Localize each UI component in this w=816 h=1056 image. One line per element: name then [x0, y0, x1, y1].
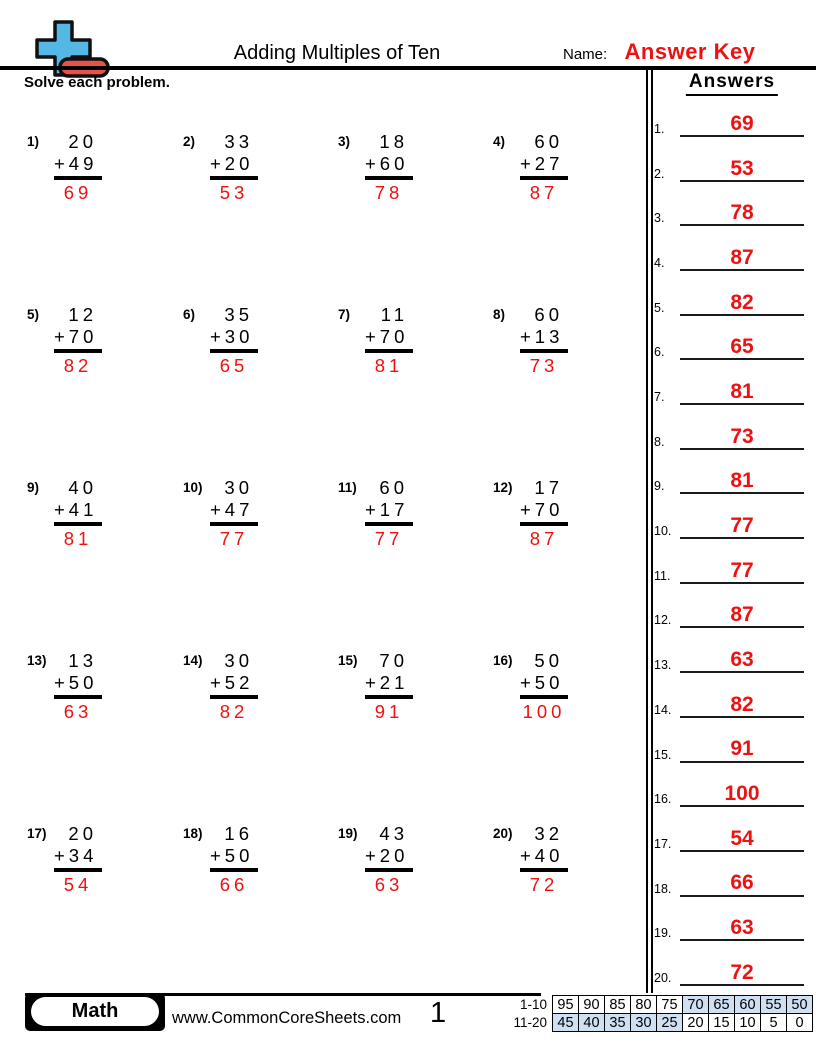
problem-sum-rule [520, 522, 568, 526]
answer-number-label: 8. [654, 434, 665, 449]
answer-blank-line [680, 648, 804, 673]
problem-number-label: 12) [493, 480, 513, 495]
answer-value: 69 [730, 111, 754, 135]
problem-body [54, 477, 102, 549]
answer-number-label: 11. [654, 568, 671, 583]
score-cell: 15 [709, 1014, 735, 1032]
problem-answer: 54 [63, 873, 93, 895]
answer-item [654, 773, 804, 807]
problem-number-label: 9) [27, 480, 40, 495]
problem [27, 304, 147, 376]
problem-sum-rule [365, 522, 413, 526]
problem-body [520, 131, 568, 203]
answer-item [654, 148, 804, 182]
problem [338, 823, 458, 895]
answer-blank-line [680, 693, 804, 718]
answer-number-label: 15. [654, 747, 672, 762]
problem-top-operand: 30 [224, 650, 253, 671]
answer-number-label: 7. [654, 390, 665, 405]
problem-bottom-operand: +60 [365, 153, 409, 174]
answers-heading: Answers [686, 71, 778, 96]
answer-blank-line [680, 737, 804, 762]
answer-number-label: 14. [654, 702, 672, 717]
answer-item [654, 192, 804, 226]
score-cell: 35 [605, 1014, 631, 1032]
answer-blank-line [680, 201, 804, 226]
problem-bottom-operand: +34 [54, 845, 98, 866]
problem-top-operand: 60 [534, 131, 563, 152]
problem-sum-rule [210, 695, 258, 699]
problem-sum-rule [365, 349, 413, 353]
problem-top-operand: 20 [68, 823, 97, 844]
answer-blank-line [680, 782, 804, 807]
problem-top-operand: 33 [224, 131, 253, 152]
problem-top-operand: 11 [380, 304, 408, 325]
problem-answer: 100 [522, 700, 566, 722]
problem-body [210, 304, 258, 376]
answer-item [654, 460, 804, 494]
answer-value: 77 [730, 514, 754, 538]
problem-answer: 82 [63, 354, 93, 376]
answer-number-label: 20. [654, 970, 672, 985]
answer-number-label: 16. [654, 792, 672, 807]
problem-top-operand: 18 [379, 131, 408, 152]
answer-number-label: 9. [654, 479, 665, 494]
problem [338, 131, 458, 203]
problem-body [54, 823, 102, 895]
problem [183, 823, 303, 895]
answer-number-label: 3. [654, 211, 665, 226]
answer-number-label: 6. [654, 345, 665, 360]
problem-top-operand: 60 [534, 304, 563, 325]
instruction-text: Solve each problem. [24, 74, 170, 91]
problem-number-label: 17) [27, 826, 47, 841]
problem-answer: 63 [374, 873, 404, 895]
answer-value: 87 [730, 603, 754, 627]
answer-value: 82 [730, 692, 754, 716]
problem-bottom-operand: +13 [520, 326, 564, 347]
score-cell: 70 [683, 996, 709, 1014]
answer-blank-line [680, 469, 804, 494]
answer-blank-line [680, 246, 804, 271]
problem-bottom-operand: +50 [54, 672, 98, 693]
answer-number-label: 18. [654, 881, 672, 896]
problem-sum-rule [520, 176, 568, 180]
score-row [504, 996, 813, 1014]
problem-number-label: 8) [493, 307, 506, 322]
problem-bottom-operand: +17 [365, 499, 409, 520]
problem-body [210, 650, 258, 722]
score-row [504, 1014, 813, 1032]
answers-column-divider [646, 69, 653, 993]
problem-answer: 91 [374, 700, 404, 722]
problem-body [365, 304, 413, 376]
problem-bottom-operand: +27 [520, 153, 564, 174]
score-row-label: 11-20 [513, 1015, 547, 1030]
problem-bottom-operand: +70 [54, 326, 98, 347]
problem [338, 304, 458, 376]
problem-number-label: 4) [493, 134, 506, 149]
answer-number-label: 2. [654, 166, 665, 181]
score-cell: 80 [631, 996, 657, 1014]
answer-blank-line [680, 916, 804, 941]
answer-blank-line [680, 559, 804, 584]
problem [183, 304, 303, 376]
problem-answer: 63 [63, 700, 93, 722]
answer-value: 53 [730, 156, 754, 180]
problem-number-label: 1) [27, 134, 40, 149]
problem-top-operand: 40 [68, 477, 97, 498]
name-value-answer-key: Answer Key [624, 39, 756, 64]
problem-body [520, 304, 568, 376]
problem [27, 650, 147, 722]
answer-value: 81 [730, 469, 754, 493]
problem-body [365, 477, 413, 549]
answer-blank-line [680, 380, 804, 405]
problem-body [520, 477, 568, 549]
answer-number-label: 5. [654, 300, 665, 315]
plus-minus-logo [33, 18, 111, 80]
name-label: Name: [563, 46, 608, 63]
problem-top-operand: 16 [224, 823, 253, 844]
problem-body [54, 304, 102, 376]
problem-sum-rule [210, 868, 258, 872]
score-row-label: 1-10 [519, 997, 547, 1012]
problem-body [365, 823, 413, 895]
problem-body [365, 131, 413, 203]
problem-top-operand: 13 [68, 650, 97, 671]
problem-bottom-operand: +21 [365, 672, 409, 693]
answer-blank-line [680, 112, 804, 137]
problem-top-operand: 70 [379, 650, 408, 671]
problem-answer: 53 [219, 181, 249, 203]
problem-body [54, 131, 102, 203]
answer-value: 63 [730, 648, 754, 672]
problem-answer: 87 [529, 527, 559, 549]
answer-value: 82 [730, 290, 754, 314]
problem-number-label: 13) [27, 653, 47, 668]
answer-number-label: 13. [654, 658, 672, 673]
score-cell: 30 [631, 1014, 657, 1032]
answer-blank-line [680, 291, 804, 316]
problem-sum-rule [210, 176, 258, 180]
problem-number-label: 3) [338, 134, 351, 149]
problem-top-operand: 12 [68, 304, 97, 325]
problem-sum-rule [210, 349, 258, 353]
problem [183, 650, 303, 722]
score-cell: 45 [553, 1014, 579, 1032]
problem-bottom-operand: +47 [210, 499, 254, 520]
answer-blank-line [680, 514, 804, 539]
answer-number-label: 10. [654, 524, 672, 539]
answer-item [654, 103, 804, 137]
problem-body [210, 823, 258, 895]
problem-sum-rule [54, 868, 102, 872]
answer-value: 72 [730, 960, 754, 984]
answer-item [654, 594, 804, 628]
problem-bottom-operand: +52 [210, 672, 254, 693]
score-cell: 5 [761, 1014, 787, 1032]
problem [493, 823, 613, 895]
problem-number-label: 7) [338, 307, 351, 322]
problem-bottom-operand: +30 [210, 326, 254, 347]
problem-sum-rule [54, 695, 102, 699]
problem-top-operand: 43 [379, 823, 408, 844]
problem-body [365, 650, 413, 722]
problem-answer: 82 [219, 700, 249, 722]
answer-item [654, 416, 804, 450]
problem-bottom-operand: +40 [520, 845, 564, 866]
answer-value: 91 [730, 737, 754, 761]
answer-value: 81 [730, 379, 754, 403]
problem [338, 477, 458, 549]
problem-top-operand: 30 [224, 477, 253, 498]
score-cell: 25 [657, 1014, 683, 1032]
score-cell: 90 [579, 996, 605, 1014]
answer-item [654, 818, 804, 852]
answer-item [654, 907, 804, 941]
problem-number-label: 5) [27, 307, 40, 322]
answer-value: 65 [730, 335, 754, 359]
website-url: www.CommonCoreSheets.com [172, 1009, 402, 1027]
answer-blank-line [680, 335, 804, 360]
problem-answer: 77 [219, 527, 249, 549]
problem-sum-rule [54, 522, 102, 526]
problem-number-label: 6) [183, 307, 196, 322]
problem-number-label: 15) [338, 653, 358, 668]
problem-number-label: 19) [338, 826, 358, 841]
problem-body [520, 650, 568, 722]
problem-answer: 78 [374, 181, 404, 203]
problem-sum-rule [54, 349, 102, 353]
problem-bottom-operand: +70 [520, 499, 564, 520]
answer-blank-line [680, 961, 804, 986]
problem-sum-rule [520, 695, 568, 699]
answer-number-label: 17. [654, 836, 672, 851]
answer-value: 78 [730, 201, 754, 225]
problem-number-label: 10) [183, 480, 203, 495]
answer-number-label: 4. [654, 256, 665, 271]
answer-number-label: 19. [654, 926, 672, 941]
score-cell: 50 [787, 996, 813, 1014]
answer-item [654, 237, 804, 271]
answer-item [654, 684, 804, 718]
problem-body [210, 477, 258, 549]
problem-top-operand: 50 [534, 650, 563, 671]
problem-top-operand: 20 [68, 131, 97, 152]
header-divider [0, 66, 816, 70]
problem-bottom-operand: +49 [54, 153, 98, 174]
problem-answer: 66 [219, 873, 249, 895]
problem-answer: 81 [374, 354, 404, 376]
answer-blank-line [680, 827, 804, 852]
problem [493, 304, 613, 376]
score-cell: 60 [735, 996, 761, 1014]
problem-answer: 65 [219, 354, 249, 376]
answer-item [654, 639, 804, 673]
answer-item [654, 952, 804, 986]
problem-bottom-operand: +41 [54, 499, 98, 520]
answer-value: 54 [730, 826, 754, 850]
problem-number-label: 14) [183, 653, 203, 668]
subject-badge [25, 993, 165, 1031]
problem-body [520, 823, 568, 895]
subject-badge-label: Math [31, 997, 159, 1026]
problem-answer: 69 [63, 181, 93, 203]
score-cell: 65 [709, 996, 735, 1014]
answer-item [654, 863, 804, 897]
problem [183, 477, 303, 549]
problem-top-operand: 17 [534, 477, 563, 498]
problem-top-operand: 60 [379, 477, 408, 498]
problem-number-label: 20) [493, 826, 513, 841]
answer-value: 73 [730, 424, 754, 448]
problem-answer: 73 [529, 354, 559, 376]
answer-value: 63 [730, 916, 754, 940]
problem-bottom-operand: +20 [365, 845, 409, 866]
score-table [504, 995, 813, 1032]
problem-bottom-operand: +70 [365, 326, 409, 347]
problem-sum-rule [210, 522, 258, 526]
score-cell: 20 [683, 1014, 709, 1032]
score-cell: 10 [735, 1014, 761, 1032]
problem-sum-rule [54, 176, 102, 180]
problem-body [210, 131, 258, 203]
score-cell: 85 [605, 996, 631, 1014]
problem [27, 131, 147, 203]
answer-blank-line [680, 603, 804, 628]
problem-bottom-operand: +50 [520, 672, 564, 693]
score-cell: 40 [579, 1014, 605, 1032]
problem-top-operand: 32 [534, 823, 563, 844]
answer-value: 100 [724, 782, 760, 806]
score-cell: 0 [787, 1014, 813, 1032]
answer-item [654, 326, 804, 360]
problem-number-label: 16) [493, 653, 513, 668]
answer-item [654, 371, 804, 405]
answer-blank-line [680, 157, 804, 182]
problem-sum-rule [520, 868, 568, 872]
problem-bottom-operand: +20 [210, 153, 254, 174]
answer-number-label: 1. [654, 122, 665, 136]
answer-number-label: 12. [654, 613, 672, 628]
answer-blank-line [680, 425, 804, 450]
problem [493, 477, 613, 549]
worksheet-title: Adding Multiples of Ten [233, 42, 441, 64]
problem [27, 477, 147, 549]
score-cell: 55 [761, 996, 787, 1014]
problem-answer: 81 [63, 527, 93, 549]
score-cell: 95 [553, 996, 579, 1014]
answer-value: 77 [730, 558, 754, 582]
problem-answer: 72 [529, 873, 559, 895]
problem-sum-rule [520, 349, 568, 353]
problem [183, 131, 303, 203]
answer-item [654, 729, 804, 763]
score-cell: 75 [657, 996, 683, 1014]
problem [27, 823, 147, 895]
answer-value: 87 [730, 245, 754, 269]
problem-sum-rule [365, 176, 413, 180]
problem-answer: 87 [529, 181, 559, 203]
problem-number-label: 11) [338, 480, 357, 495]
answer-blank-line [680, 871, 804, 896]
answer-item [654, 505, 804, 539]
problem [338, 650, 458, 722]
page-number: 1 [430, 997, 447, 1029]
problem-top-operand: 35 [224, 304, 253, 325]
problem-number-label: 18) [183, 826, 203, 841]
problem-body [54, 650, 102, 722]
problem-sum-rule [365, 695, 413, 699]
answer-item [654, 550, 804, 584]
problem-sum-rule [365, 868, 413, 872]
answer-value: 66 [730, 871, 754, 895]
problem-number-label: 2) [183, 134, 196, 149]
problem-answer: 77 [374, 527, 404, 549]
problem [493, 131, 613, 203]
answer-item [654, 282, 804, 316]
problem-bottom-operand: +50 [210, 845, 254, 866]
problem [493, 650, 613, 722]
